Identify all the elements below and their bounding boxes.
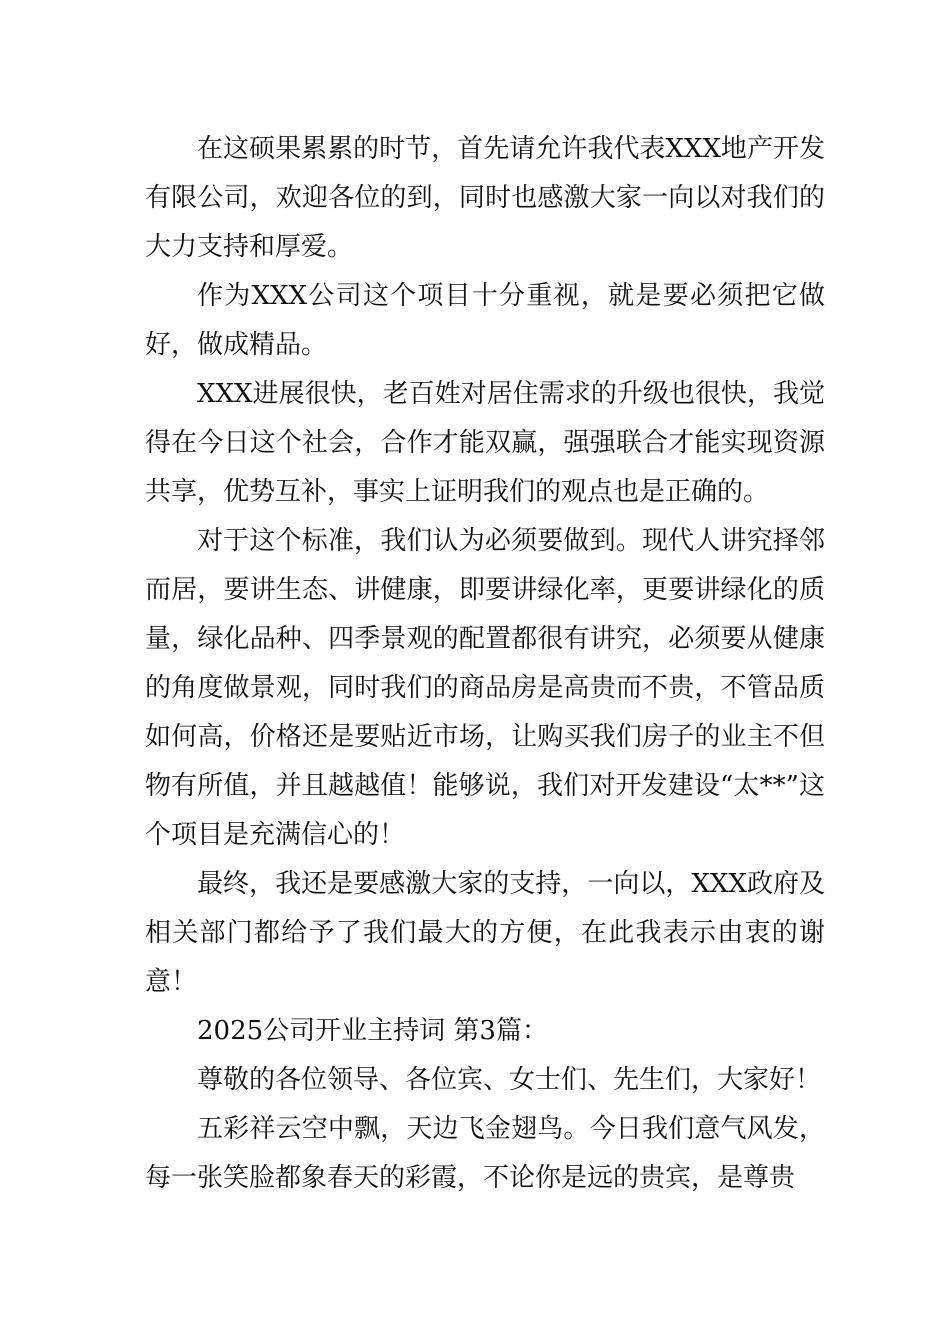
document-body xyxy=(145,125,825,1203)
paragraph-cooperation: XXX进展很快，老百姓对居住需求的升级也很快，我觉得在今日这个社会，合作才能双赢，强强联合才能实现资源共享，优势互补，事实上证明我们的观点也是正确的。 xyxy=(145,379,825,507)
paragraph-thanks: 最终，我还是要感激大家的支持，一向以，XXX政府及相关部门都给予了我们最大的方便，在此我表示由衷的谢意！ xyxy=(145,869,825,997)
paragraph-project-importance: 作为XXX公司这个项目十分重视，就是要必须把它做好，做成精品。 xyxy=(145,281,825,360)
paragraph-greeting: 尊敬的各位领导、各位宾、女士们、先生们，大家好！ xyxy=(197,1065,822,1095)
paragraph-welcome: 在这硕果累累的时节，首先请允许我代表XXX地产开发有限公司，欢迎各位的到，同时也感激大家一向以对我们的大力支持和厚爱。 xyxy=(145,134,825,262)
section-heading: 2025公司开业主持词 第3篇： xyxy=(197,1016,548,1046)
paragraph-opening-verse: 五彩祥云空中飘，天边飞金翅鸟。今日我们意气风发，每一张笑脸都象春天的彩霞，不论你是远的贵宾，是尊贵 xyxy=(145,1114,825,1193)
paragraph-standards: 对于这个标准，我们认为必须要做到。现代人讲究择邻而居，要讲生态、讲健康，即要讲绿化率，更要讲绿化的质量，绿化品种、四季景观的配置都很有讲究，必须要从健康的角度做景观，同时我们的商品房是高贵而不贵，不管品质如何高，价格还是要贴近市场，让购买我们房子的业主不但物有所值，并且越越值！能够说，我们对开发建设“太**”这个项目是充满信心的！ xyxy=(145,526,825,850)
